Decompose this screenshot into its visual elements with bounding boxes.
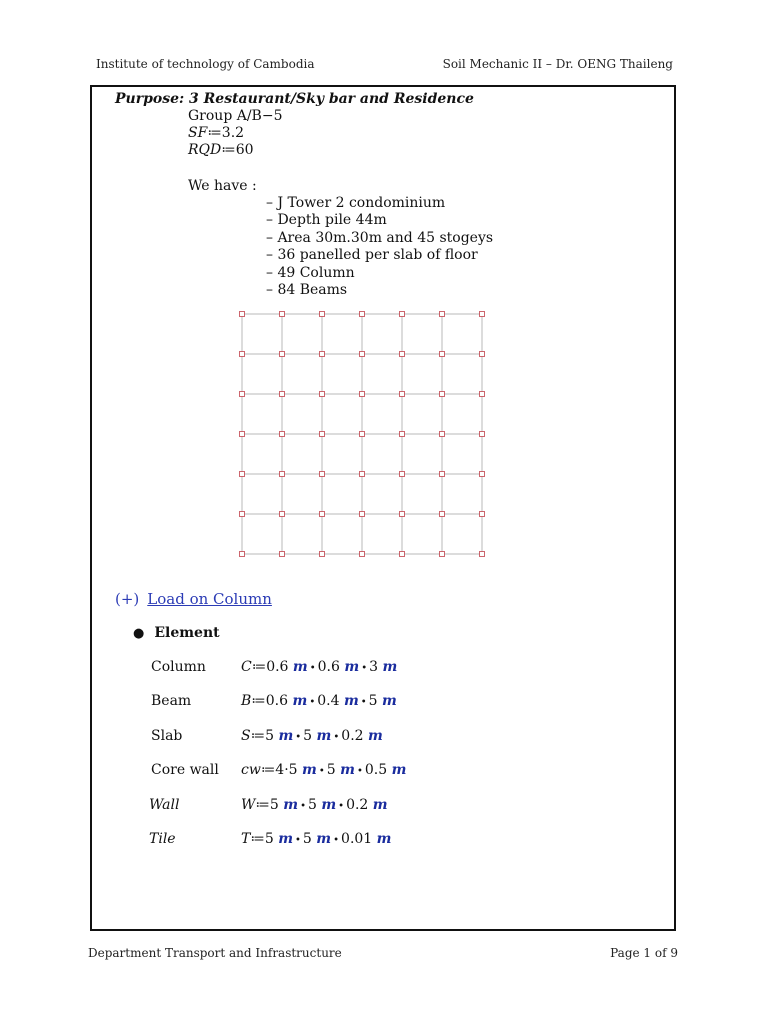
load-on-column-link[interactable]: Load on Column (147, 590, 272, 608)
formula-operator: ≔ (255, 797, 270, 813)
element-label: Column (151, 659, 206, 675)
bullet-dot: ● (133, 626, 145, 641)
column-node (280, 432, 285, 437)
sf-val: 3.2 (221, 125, 245, 141)
column-node (440, 552, 445, 557)
column-node (480, 472, 485, 477)
formula-number: 5 (326, 762, 336, 778)
element-bullet (133, 625, 220, 642)
formula-number: 5 (269, 797, 279, 813)
column-node (320, 552, 325, 557)
column-node (240, 552, 245, 557)
header-course: Soil Mechanic II – Dr. OENG Thaileng (442, 57, 673, 71)
fact-item: – Depth pile 44m (266, 212, 387, 228)
element-label: Wall (149, 797, 180, 813)
formula-unit: m (302, 762, 317, 778)
formula-dot: • (361, 663, 368, 674)
formula-variable: C (241, 659, 252, 675)
formula-number: 0.2 (346, 797, 369, 813)
formula-dot: • (295, 732, 302, 743)
column-node (320, 432, 325, 437)
element-formula (241, 693, 397, 711)
footer-page-number: Page 1 of 9 (610, 946, 678, 960)
sf-var: SF (188, 125, 208, 141)
column-node (360, 352, 365, 357)
formula-variable: T (241, 831, 251, 847)
formula-number: 0.6 (266, 659, 289, 675)
formula-number: 0.01 (341, 831, 373, 847)
formula-unit: m (278, 728, 294, 744)
formula-unit: m (283, 797, 299, 813)
fact-item: – 84 Beams (266, 282, 348, 298)
formula-variable: cw (241, 762, 261, 778)
element-formula (241, 728, 383, 746)
formula-dot: • (318, 766, 325, 777)
column-node (360, 432, 365, 437)
formula-variable: B (241, 693, 252, 709)
formula-number: 5 (265, 728, 274, 744)
formula-unit: m (316, 831, 332, 847)
column-node (440, 432, 445, 437)
column-node (280, 312, 285, 317)
formula-operator: ≔ (250, 728, 266, 744)
column-node (360, 472, 365, 477)
column-node (440, 512, 445, 517)
formula-unit: m (340, 762, 355, 778)
formula-unit: m (292, 659, 308, 675)
fact-item: – Area 30m.30m and 45 stogeys (266, 230, 494, 246)
formula-unit: m (382, 659, 398, 675)
formula-operator: ≔ (251, 693, 266, 709)
column-node (480, 392, 485, 397)
section-prefix: (+) (115, 590, 140, 608)
formula-number: 5 (303, 728, 313, 744)
element-label: Core wall (151, 762, 219, 778)
formula-number: 0.2 (341, 728, 364, 744)
formula-number: 5 (264, 831, 274, 847)
column-node (400, 312, 405, 317)
element-label: Beam (151, 693, 192, 709)
rqd-var: RQD (188, 142, 222, 158)
formula-unit: m (321, 797, 337, 813)
formula-number: 5 (302, 831, 312, 847)
column-node (320, 472, 325, 477)
formula-dot: • (309, 663, 316, 674)
column-node (240, 392, 245, 397)
column-node (480, 312, 485, 317)
column-node (280, 472, 285, 477)
formula-variable: S (241, 728, 251, 744)
column-node (400, 552, 405, 557)
column-node (320, 392, 325, 397)
column-node (480, 432, 485, 437)
formula-operator: ≔ (251, 659, 267, 675)
fact-item: – J Tower 2 condominium (266, 195, 446, 211)
section-heading (115, 591, 272, 608)
column-node (440, 472, 445, 477)
element-heading: Element (154, 625, 220, 641)
group-text: Group A/B−5 (188, 108, 283, 124)
column-node (360, 552, 365, 557)
fact-item: – 36 panelled per slab of floor (266, 247, 478, 263)
formula-number: 0.6 (265, 693, 289, 709)
fact-item: – 49 Column (266, 265, 355, 281)
element-label: Slab (151, 728, 183, 744)
element-formula (241, 797, 388, 815)
column-node (480, 512, 485, 517)
column-node (280, 512, 285, 517)
formula-dot: • (338, 801, 345, 812)
formula-unit: m (343, 693, 359, 709)
formula-unit: m (292, 693, 308, 709)
formula-number: 5 (368, 693, 378, 709)
formula-number: 0.6 (317, 659, 340, 675)
formula-number: 5 (307, 797, 317, 813)
column-node (400, 432, 405, 437)
formula-number: 3 (369, 659, 379, 675)
formula-number: 4·5 (275, 762, 298, 778)
we-have-label: We have : (188, 178, 257, 194)
floor-grid-diagram (236, 308, 488, 560)
column-node (440, 392, 445, 397)
formula-unit: m (368, 728, 383, 744)
formula-unit: m (372, 797, 388, 813)
column-node (480, 352, 485, 357)
formula-dot: • (333, 835, 340, 846)
column-node (440, 352, 445, 357)
sf-definition (188, 125, 244, 142)
sf-op: ≔ (207, 125, 222, 141)
formula-unit: m (344, 659, 360, 675)
column-node (240, 312, 245, 317)
column-node (400, 472, 405, 477)
column-node (280, 552, 285, 557)
formula-number: 0.4 (317, 693, 340, 709)
column-node (280, 352, 285, 357)
formula-variable: W (241, 797, 256, 813)
element-formula (241, 762, 406, 780)
formula-dot: • (295, 835, 301, 846)
formula-dot: • (360, 697, 367, 708)
formula-unit: m (391, 762, 407, 778)
purpose-title: Purpose: 3 Restaurant/Sky bar and Residence (115, 91, 474, 107)
column-node (320, 512, 325, 517)
formula-unit: m (278, 831, 294, 847)
footer-department: Department Transport and Infrastructure (88, 946, 342, 960)
header-institute: Institute of technology of Cambodia (96, 57, 315, 71)
element-formula (241, 831, 391, 849)
column-node (320, 352, 325, 357)
column-node (240, 512, 245, 517)
column-node (360, 392, 365, 397)
column-node (400, 352, 405, 357)
column-node (240, 352, 245, 357)
column-node (400, 392, 405, 397)
formula-unit: m (316, 728, 332, 744)
rqd-val: 60 (235, 142, 254, 158)
column-node (280, 392, 285, 397)
column-node (480, 552, 485, 557)
formula-number: 0.5 (364, 762, 388, 778)
column-node (360, 312, 365, 317)
element-label: Tile (149, 831, 176, 847)
element-formula (241, 659, 397, 677)
column-node (360, 512, 365, 517)
column-node (320, 312, 325, 317)
column-node (440, 312, 445, 317)
formula-unit: m (382, 693, 397, 709)
column-node (240, 472, 245, 477)
rqd-op: ≔ (221, 142, 236, 158)
formula-dot: • (333, 732, 340, 743)
column-node (400, 512, 405, 517)
formula-operator: ≔ (260, 762, 276, 778)
formula-unit: m (376, 831, 392, 847)
formula-dot: • (356, 766, 363, 777)
column-node (240, 432, 245, 437)
rqd-definition (188, 142, 254, 159)
formula-operator: ≔ (250, 831, 265, 847)
formula-dot: • (309, 697, 316, 708)
formula-dot: • (300, 801, 306, 812)
